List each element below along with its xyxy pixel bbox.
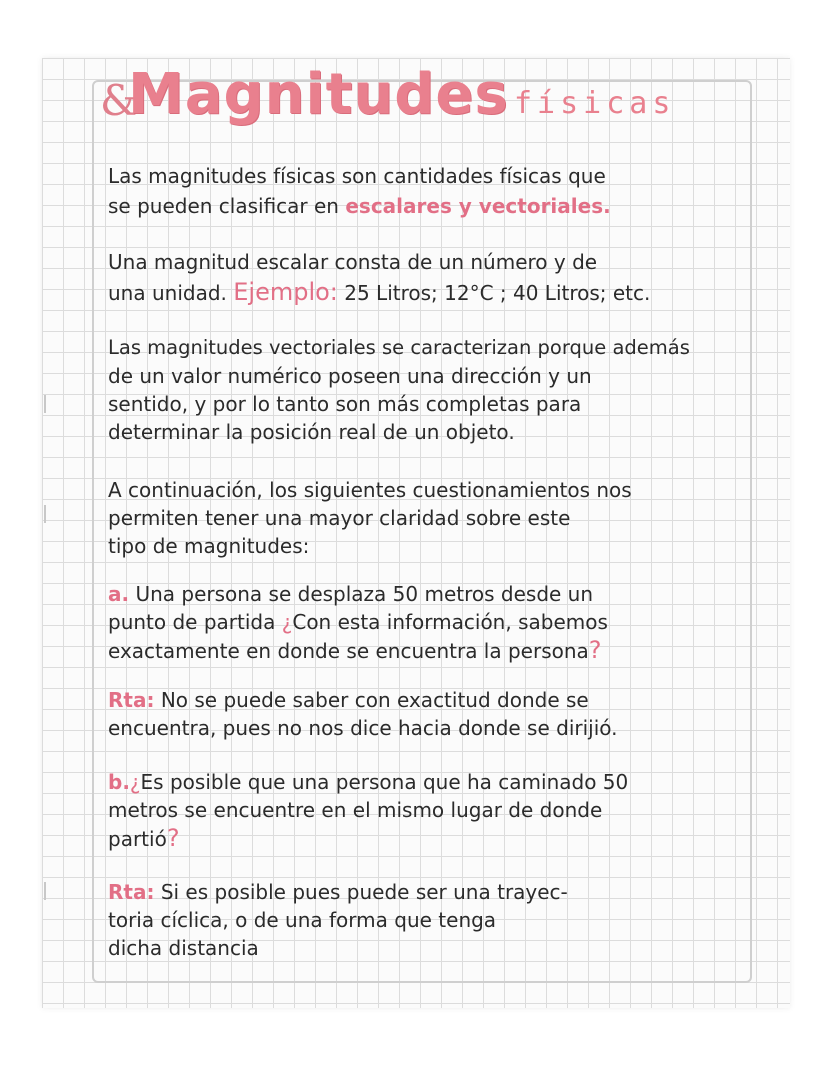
intro-line-1: Las magnitudes físicas son cantidades físicas que bbox=[108, 164, 606, 188]
intro-highlight: escalares y vectoriales. bbox=[345, 194, 611, 218]
question-b-text-1: Es posible que una persona que ha caminado 50 bbox=[140, 770, 629, 794]
question-a-line-3 bbox=[108, 638, 602, 663]
swirl-decoration-icon: & bbox=[100, 76, 138, 125]
answer-a-line-1 bbox=[108, 688, 589, 712]
escalar-line-2-text: una unidad. bbox=[108, 281, 234, 305]
answer-a-label: Rta: bbox=[108, 688, 155, 712]
question-a-text-1: Una persona se desplaza 50 metros desde un bbox=[129, 582, 594, 606]
question-a-text-2b: Con esta información, sabemos bbox=[292, 610, 608, 634]
answer-b-line-2: toria cíclica, o de una forma que tenga bbox=[108, 908, 497, 932]
vectorial-line-2: de un valor numérico poseen una dirección y un bbox=[108, 364, 592, 388]
question-a-line-2 bbox=[108, 610, 608, 634]
escalar-line-2 bbox=[108, 280, 650, 305]
vectorial-line-4: determinar la posición real de un objeto. bbox=[108, 420, 515, 444]
margin-mark bbox=[44, 395, 46, 413]
question-b-line-3 bbox=[108, 826, 180, 851]
question-a-close-mark: ? bbox=[588, 636, 602, 664]
question-b-close-mark: ? bbox=[166, 824, 180, 852]
question-b-text-3: partió bbox=[108, 827, 167, 851]
title-main: Magnitudes bbox=[128, 62, 509, 127]
question-a-text-2a: punto de partida bbox=[108, 610, 282, 634]
ejemplo-label: Ejemplo: bbox=[233, 278, 338, 306]
escalar-line-1: Una magnitud escalar consta de un número y de bbox=[108, 250, 598, 274]
answer-b-label: Rta: bbox=[108, 880, 155, 904]
answer-b-text-1: Si es posible pues puede ser una trayec- bbox=[154, 880, 568, 904]
question-b-open-mark: ¿ bbox=[129, 770, 141, 794]
margin-mark bbox=[44, 882, 46, 900]
question-b-line-1 bbox=[108, 770, 628, 794]
question-b-label: b. bbox=[108, 770, 130, 794]
answer-a-line-2: encuentra, pues no nos dice hacia donde se dirijió. bbox=[108, 716, 618, 740]
question-b-line-2: metros se encuentre en el mismo lugar de donde bbox=[108, 798, 603, 822]
intro-line-2 bbox=[108, 194, 611, 218]
margin-mark bbox=[44, 505, 46, 523]
continuacion-line-2: permiten tener una mayor claridad sobre este bbox=[108, 506, 571, 530]
vectorial-line-1: Las magnitudes vectoriales se caracterizan porque además bbox=[108, 336, 690, 359]
question-a-open-mark: ¿ bbox=[281, 610, 293, 634]
answer-b-line-3: dicha distancia bbox=[108, 936, 259, 960]
question-a-label: a. bbox=[108, 582, 130, 606]
answer-b-line-1 bbox=[108, 880, 568, 904]
escalar-example: 25 Litros; 12°C ; 40 Litros; etc. bbox=[337, 281, 651, 305]
continuacion-line-3: tipo de magnitudes: bbox=[108, 534, 310, 558]
vectorial-line-3: sentido, y por lo tanto son más completas para bbox=[108, 392, 582, 416]
title-sub: físicas bbox=[514, 86, 676, 121]
question-a-text-3: exactamente en donde se encuentra la persona bbox=[108, 639, 589, 663]
continuacion-line-1: A continuación, los siguientes cuestionamientos nos bbox=[108, 478, 632, 502]
intro-line-2-text: se pueden clasificar en bbox=[108, 194, 346, 218]
answer-a-text-1: No se puede saber con exactitud donde se bbox=[154, 688, 589, 712]
question-a-line-1 bbox=[108, 582, 593, 606]
